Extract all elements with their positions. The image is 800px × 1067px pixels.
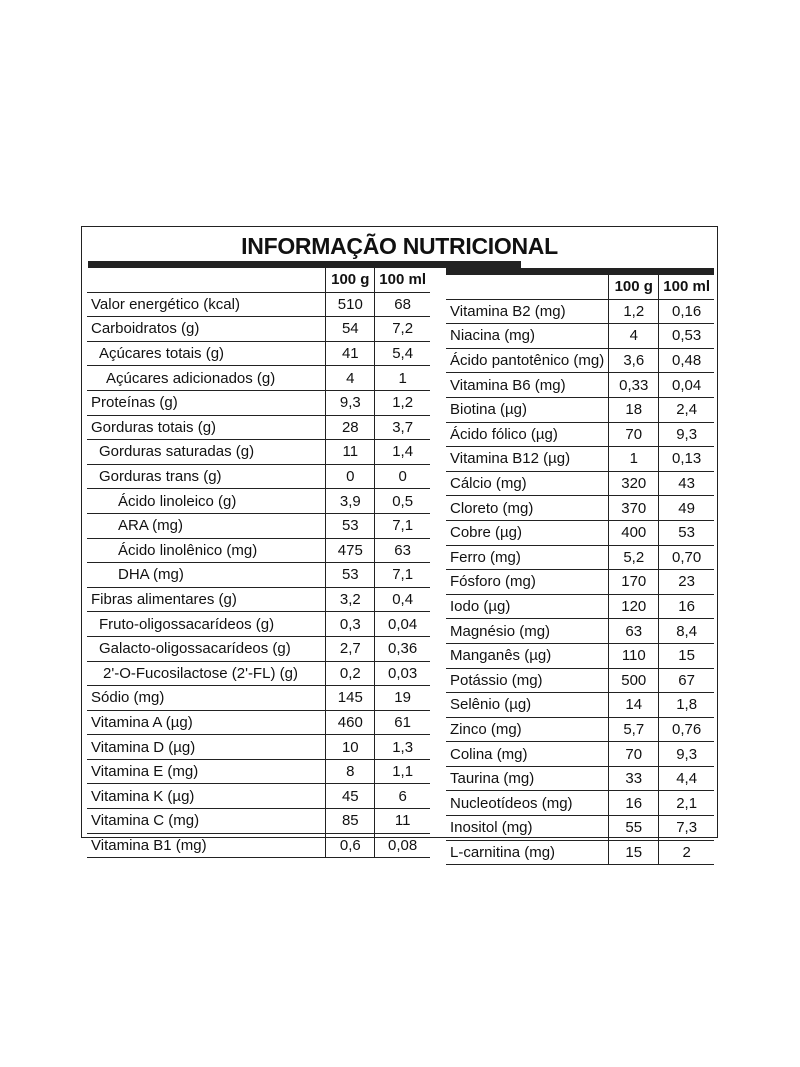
table-row xyxy=(446,643,714,668)
table-row xyxy=(446,397,714,422)
table-row xyxy=(87,292,430,317)
table-row xyxy=(446,816,714,841)
nutrient-label: Vitamina D (µg) xyxy=(87,735,326,760)
value-100g: 0,6 xyxy=(326,833,375,858)
header-100g: 100 g xyxy=(326,268,375,292)
nutrient-label: Cloreto (mg) xyxy=(446,496,609,521)
table-row xyxy=(87,390,430,415)
value-100ml: 1,3 xyxy=(375,735,430,760)
nutrient-label: ARA (mg) xyxy=(87,513,326,538)
nutrient-label: Biotina (µg) xyxy=(446,397,609,422)
nutrient-label: Zinco (mg) xyxy=(446,717,609,742)
value-100g: 8 xyxy=(326,759,375,784)
value-100ml: 68 xyxy=(375,292,430,317)
table-header-row xyxy=(87,268,430,292)
value-100ml: 0,04 xyxy=(659,373,714,398)
value-100g: 510 xyxy=(326,292,375,317)
value-100g: 85 xyxy=(326,809,375,834)
table-row xyxy=(87,317,430,342)
nutrient-label: Manganês (µg) xyxy=(446,643,609,668)
nutrient-label: Ácido fólico (µg) xyxy=(446,422,609,447)
value-100ml: 0,5 xyxy=(375,489,430,514)
table-row xyxy=(446,570,714,595)
value-100ml: 2,1 xyxy=(659,791,714,816)
header-100g: 100 g xyxy=(609,272,659,300)
value-100ml: 9,3 xyxy=(659,422,714,447)
table-row xyxy=(87,686,430,711)
value-100ml: 0,04 xyxy=(375,612,430,637)
nutrient-label: Selênio (µg) xyxy=(446,693,609,718)
value-100ml: 2,4 xyxy=(659,397,714,422)
nutrient-label: Potássio (mg) xyxy=(446,668,609,693)
value-100ml: 43 xyxy=(659,471,714,496)
nutrient-label: Galacto-oligossacarídeos (g) xyxy=(87,636,326,661)
nutrient-label: Fósforo (mg) xyxy=(446,570,609,595)
table-row xyxy=(87,612,430,637)
table-row xyxy=(446,422,714,447)
nutrient-label: Vitamina E (mg) xyxy=(87,759,326,784)
value-100g: 10 xyxy=(326,735,375,760)
nutrient-label: Gorduras trans (g) xyxy=(87,464,326,489)
nutrient-label: Gorduras totais (g) xyxy=(87,415,326,440)
table-row xyxy=(87,661,430,686)
table-row xyxy=(446,742,714,767)
table-row xyxy=(87,415,430,440)
value-100g: 41 xyxy=(326,341,375,366)
table-row xyxy=(446,840,714,865)
table-row xyxy=(87,366,430,391)
table-row xyxy=(87,513,430,538)
value-100g: 5,2 xyxy=(609,545,659,570)
value-100ml: 9,3 xyxy=(659,742,714,767)
value-100ml: 8,4 xyxy=(659,619,714,644)
value-100ml: 0,76 xyxy=(659,717,714,742)
value-100ml: 0 xyxy=(375,464,430,489)
table-row xyxy=(446,717,714,742)
value-100ml: 11 xyxy=(375,809,430,834)
value-100ml: 23 xyxy=(659,570,714,595)
value-100g: 53 xyxy=(326,563,375,588)
value-100g: 1 xyxy=(609,447,659,472)
value-100ml: 53 xyxy=(659,520,714,545)
value-100ml: 5,4 xyxy=(375,341,430,366)
table-row xyxy=(446,520,714,545)
panel-title: INFORMAÇÃO NUTRICIONAL xyxy=(241,233,558,259)
nutrient-label: Gorduras saturadas (g) xyxy=(87,440,326,465)
table-row xyxy=(446,594,714,619)
value-100g: 475 xyxy=(326,538,375,563)
value-100g: 18 xyxy=(609,397,659,422)
nutrient-label: L-carnitina (mg) xyxy=(446,840,609,865)
nutrient-label: Taurina (mg) xyxy=(446,766,609,791)
value-100g: 4 xyxy=(326,366,375,391)
value-100ml: 0,53 xyxy=(659,324,714,349)
table-row xyxy=(446,791,714,816)
value-100g: 70 xyxy=(609,742,659,767)
nutrient-label: Fibras alimentares (g) xyxy=(87,587,326,612)
value-100ml: 7,1 xyxy=(375,513,430,538)
value-100g: 70 xyxy=(609,422,659,447)
value-100g: 170 xyxy=(609,570,659,595)
nutrient-label: Fruto-oligossacarídeos (g) xyxy=(87,612,326,637)
value-100g: 1,2 xyxy=(609,299,659,324)
value-100g: 3,6 xyxy=(609,348,659,373)
table-row xyxy=(87,809,430,834)
nutrient-label: Vitamina B12 (µg) xyxy=(446,447,609,472)
value-100ml: 63 xyxy=(375,538,430,563)
nutrient-label: 2'-O-Fucosilactose (2'-FL) (g) xyxy=(87,661,326,686)
value-100ml: 0,70 xyxy=(659,545,714,570)
nutrient-label: Vitamina B1 (mg) xyxy=(87,833,326,858)
value-100ml: 0,16 xyxy=(659,299,714,324)
value-100g: 0 xyxy=(326,464,375,489)
table-row xyxy=(446,545,714,570)
value-100g: 0,3 xyxy=(326,612,375,637)
nutrient-label: Vitamina C (mg) xyxy=(87,809,326,834)
table-header-row xyxy=(446,272,714,300)
value-100g: 4 xyxy=(609,324,659,349)
table-row xyxy=(446,496,714,521)
header-100ml: 100 ml xyxy=(375,268,430,292)
nutrient-label: Vitamina B2 (mg) xyxy=(446,299,609,324)
value-100ml: 0,03 xyxy=(375,661,430,686)
value-100g: 53 xyxy=(326,513,375,538)
value-100g: 400 xyxy=(609,520,659,545)
value-100g: 45 xyxy=(326,784,375,809)
nutrient-label: Ferro (mg) xyxy=(446,545,609,570)
value-100g: 2,7 xyxy=(326,636,375,661)
value-100g: 0,33 xyxy=(609,373,659,398)
value-100ml: 67 xyxy=(659,668,714,693)
nutrient-label: Sódio (mg) xyxy=(87,686,326,711)
nutrient-label: Colina (mg) xyxy=(446,742,609,767)
value-100g: 5,7 xyxy=(609,717,659,742)
value-100g: 0,2 xyxy=(326,661,375,686)
value-100ml: 1,2 xyxy=(375,390,430,415)
nutrient-label: Açúcares totais (g) xyxy=(87,341,326,366)
table-row xyxy=(87,735,430,760)
nutrition-facts-panel xyxy=(81,226,718,861)
nutrient-label: Vitamina A (µg) xyxy=(87,710,326,735)
table-row xyxy=(446,619,714,644)
value-100ml: 0,48 xyxy=(659,348,714,373)
value-100g: 28 xyxy=(326,415,375,440)
value-100g: 3,2 xyxy=(326,587,375,612)
value-100ml: 15 xyxy=(659,643,714,668)
header-blank xyxy=(87,268,326,292)
table-row xyxy=(446,324,714,349)
nutrient-label: Valor energético (kcal) xyxy=(87,292,326,317)
table-row xyxy=(87,341,430,366)
value-100ml: 0,36 xyxy=(375,636,430,661)
table-row xyxy=(87,636,430,661)
value-100ml: 1,8 xyxy=(659,693,714,718)
nutrient-label: Carboidratos (g) xyxy=(87,317,326,342)
table-row xyxy=(446,348,714,373)
nutrient-label: DHA (mg) xyxy=(87,563,326,588)
nutrient-label: Ácido linolênico (mg) xyxy=(87,538,326,563)
table-row xyxy=(446,668,714,693)
value-100g: 370 xyxy=(609,496,659,521)
nutrient-label: Ácido linoleico (g) xyxy=(87,489,326,514)
value-100g: 145 xyxy=(326,686,375,711)
value-100g: 9,3 xyxy=(326,390,375,415)
value-100g: 55 xyxy=(609,816,659,841)
value-100ml: 1,1 xyxy=(375,759,430,784)
value-100ml: 7,1 xyxy=(375,563,430,588)
value-100ml: 61 xyxy=(375,710,430,735)
nutrient-label: Açúcares adicionados (g) xyxy=(87,366,326,391)
table-row xyxy=(87,784,430,809)
nutrient-label: Cálcio (mg) xyxy=(446,471,609,496)
table-row xyxy=(87,710,430,735)
value-100ml: 1 xyxy=(375,366,430,391)
table-row xyxy=(446,447,714,472)
value-100ml: 4,4 xyxy=(659,766,714,791)
nutrient-label: Nucleotídeos (mg) xyxy=(446,791,609,816)
table-row xyxy=(446,766,714,791)
value-100g: 11 xyxy=(326,440,375,465)
value-100g: 16 xyxy=(609,791,659,816)
value-100g: 33 xyxy=(609,766,659,791)
value-100ml: 49 xyxy=(659,496,714,521)
table-row xyxy=(87,587,430,612)
value-100ml: 6 xyxy=(375,784,430,809)
table-row xyxy=(87,489,430,514)
nutrient-label: Magnésio (mg) xyxy=(446,619,609,644)
table-row xyxy=(446,299,714,324)
table-row xyxy=(87,759,430,784)
nutrition-table-right xyxy=(446,268,714,865)
table-row xyxy=(87,538,430,563)
nutrient-label: Iodo (µg) xyxy=(446,594,609,619)
nutrient-label: Inositol (mg) xyxy=(446,816,609,841)
table-row xyxy=(87,563,430,588)
table-row xyxy=(446,373,714,398)
table-row xyxy=(87,464,430,489)
table-row xyxy=(446,693,714,718)
value-100ml: 1,4 xyxy=(375,440,430,465)
value-100ml: 19 xyxy=(375,686,430,711)
nutrient-label: Vitamina K (µg) xyxy=(87,784,326,809)
value-100g: 500 xyxy=(609,668,659,693)
nutrient-label: Vitamina B6 (mg) xyxy=(446,373,609,398)
header-blank xyxy=(446,272,609,300)
nutrition-table-left xyxy=(87,268,430,858)
value-100ml: 0,4 xyxy=(375,587,430,612)
table-row xyxy=(87,833,430,858)
value-100g: 14 xyxy=(609,693,659,718)
value-100g: 3,9 xyxy=(326,489,375,514)
nutrient-label: Niacina (mg) xyxy=(446,324,609,349)
value-100g: 54 xyxy=(326,317,375,342)
nutrient-label: Proteínas (g) xyxy=(87,390,326,415)
value-100ml: 3,7 xyxy=(375,415,430,440)
value-100g: 63 xyxy=(609,619,659,644)
value-100g: 460 xyxy=(326,710,375,735)
table-row xyxy=(87,440,430,465)
value-100g: 320 xyxy=(609,471,659,496)
value-100ml: 2 xyxy=(659,840,714,865)
value-100ml: 0,13 xyxy=(659,447,714,472)
value-100g: 15 xyxy=(609,840,659,865)
value-100ml: 16 xyxy=(659,594,714,619)
value-100ml: 7,3 xyxy=(659,816,714,841)
table-row xyxy=(446,471,714,496)
value-100g: 110 xyxy=(609,643,659,668)
title-underline-bar xyxy=(88,261,521,268)
value-100ml: 7,2 xyxy=(375,317,430,342)
nutrient-label: Cobre (µg) xyxy=(446,520,609,545)
header-100ml: 100 ml xyxy=(659,272,714,300)
nutrient-label: Ácido pantotênico (mg) xyxy=(446,348,609,373)
value-100g: 120 xyxy=(609,594,659,619)
value-100ml: 0,08 xyxy=(375,833,430,858)
